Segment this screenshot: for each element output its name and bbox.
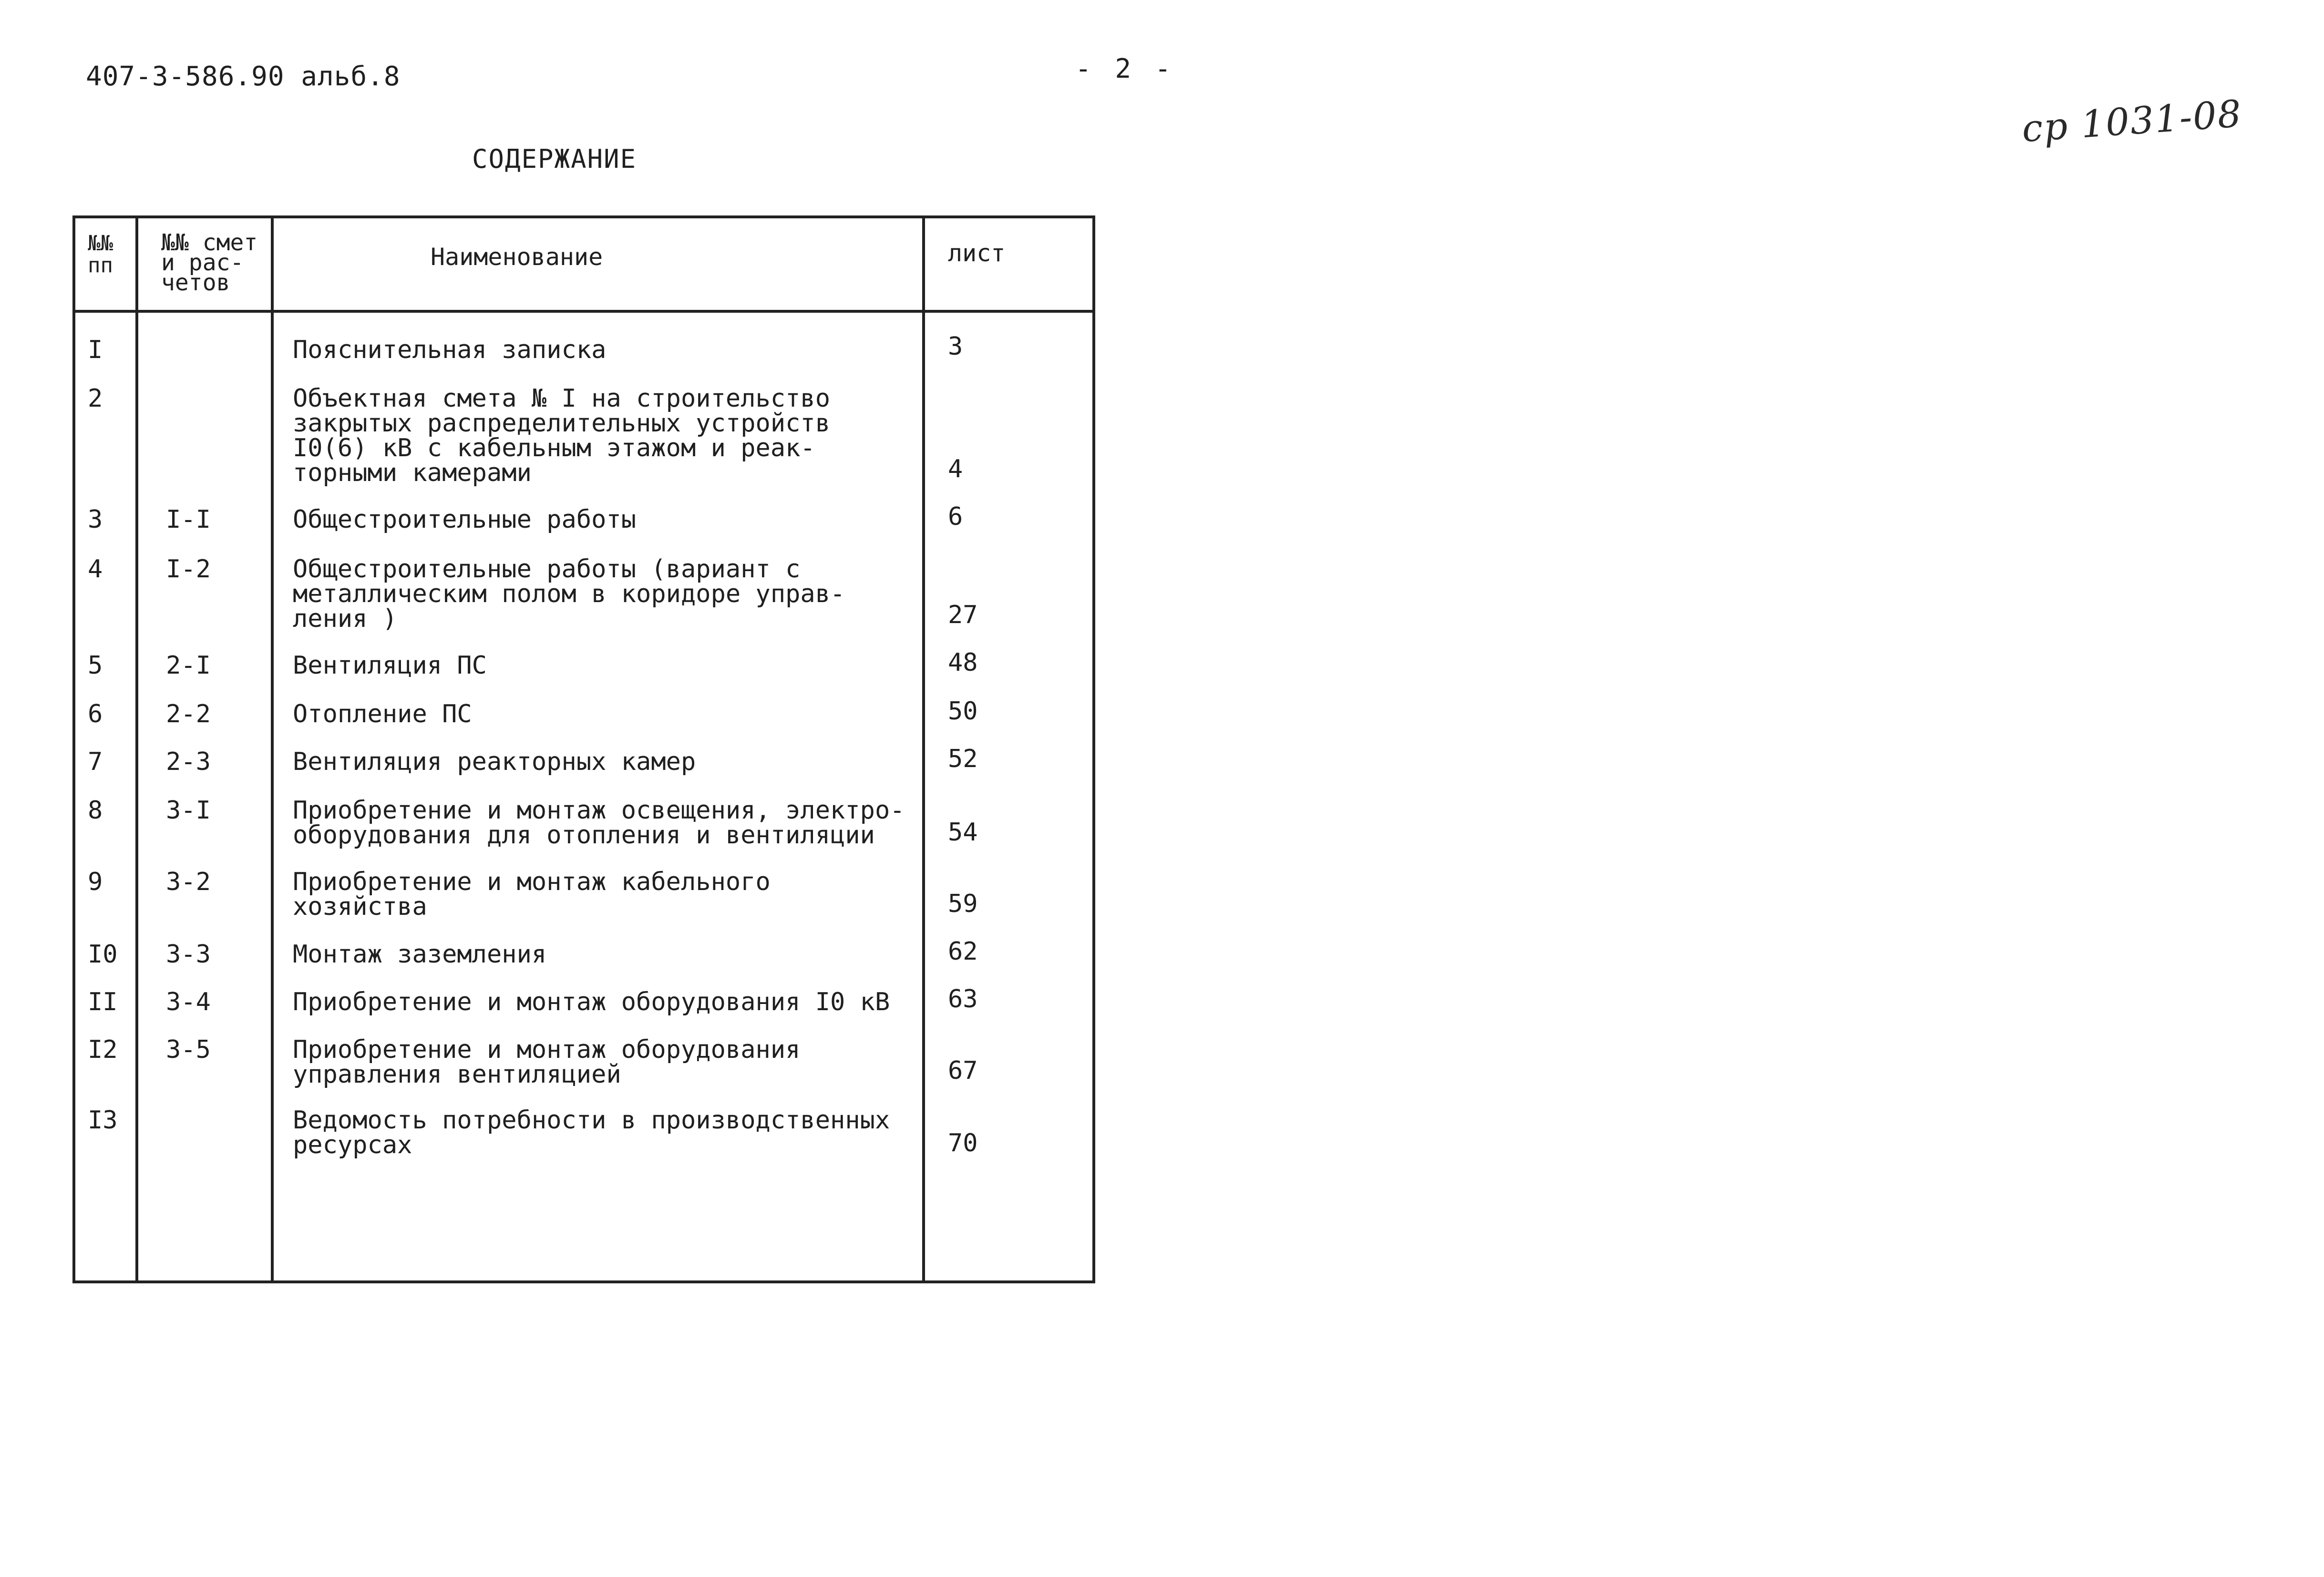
row-sheet: 4 [948,455,963,483]
row-name: Вентиляция реакторных камер [293,748,696,776]
column-divider [922,218,925,1280]
row-name: Приобретение и монтаж освещения, электро- оборудования для отопления и вентиляции [293,796,905,850]
row-sheet: 62 [948,937,978,966]
row-estimate: I-I [166,505,211,534]
row-name: Приобретение и монтаж оборудования управления вентиляцией [293,1035,801,1089]
row-estimate: 3-4 [166,988,211,1016]
row-estimate: I-2 [166,555,211,584]
header-divider [75,310,1092,313]
row-name: Ведомость потребности в производственных ресурсах [293,1106,890,1159]
row-number: 2 [88,384,103,413]
row-name: Пояснительная записка [293,336,607,364]
row-name: Общестроительные работы [293,505,637,534]
column-divider [271,218,274,1280]
row-name: Приобретение и монтаж кабельного хозяйства [293,868,771,921]
row-number: I [88,336,103,364]
row-sheet: 59 [948,890,978,918]
row-number: II [88,988,118,1016]
row-sheet: 63 [948,985,978,1014]
row-name: Приобретение и монтаж оборудования I0 кВ [293,988,890,1016]
row-number: 9 [88,868,103,896]
row-sheet: 3 [948,332,963,361]
row-number: I2 [88,1035,118,1064]
column-header-number: №№ пп [88,231,113,277]
page-number: - 2 - [1075,53,1175,84]
row-estimate: 2-I [166,651,211,680]
column-header-estimate: №№ смет и рас- четов [161,229,258,296]
document-code: 407-3-586.90 альб.8 [86,61,401,92]
row-number: 4 [88,555,103,584]
row-number: 8 [88,796,103,825]
column-header-name: Наименование [431,243,603,271]
row-sheet: 70 [948,1129,978,1157]
row-name: Общестроительные работы (вариант с металлическим полом в коридоре управ- ления ) [293,555,845,633]
row-sheet: 67 [948,1056,978,1085]
row-sheet: 50 [948,697,978,726]
row-name: Объектная смета № I на строительство закрытых распределительных устройств I0(6) кВ с кабельным этажом и реак- торными камерами [293,384,831,487]
row-estimate: 3-I [166,796,211,825]
row-sheet: 48 [948,648,978,677]
row-estimate: 3-3 [166,940,211,969]
column-divider [135,218,138,1280]
page-title: СОДЕРЖАНИЕ [472,144,637,174]
row-name: Отопление ПС [293,700,472,728]
row-number: 3 [88,505,103,534]
row-number: 6 [88,700,103,728]
row-name: Вентиляция ПС [293,651,487,680]
row-estimate: 2-3 [166,748,211,776]
row-sheet: 54 [948,818,978,847]
row-number: 5 [88,651,103,680]
row-estimate: 2-2 [166,700,211,728]
contents-table [72,215,1095,1283]
row-estimate: 3-2 [166,868,211,896]
row-number: 7 [88,748,103,776]
row-sheet: 6 [948,502,963,531]
row-number: I0 [88,940,118,969]
row-name: Монтаж заземления [293,940,547,969]
row-number: I3 [88,1106,118,1135]
row-sheet: 27 [948,601,978,629]
row-estimate: 3-5 [166,1035,211,1064]
row-sheet: 52 [948,745,978,773]
handwritten-note: ср 1031-08 [2020,92,2244,151]
column-header-sheet: лист [948,239,1006,267]
